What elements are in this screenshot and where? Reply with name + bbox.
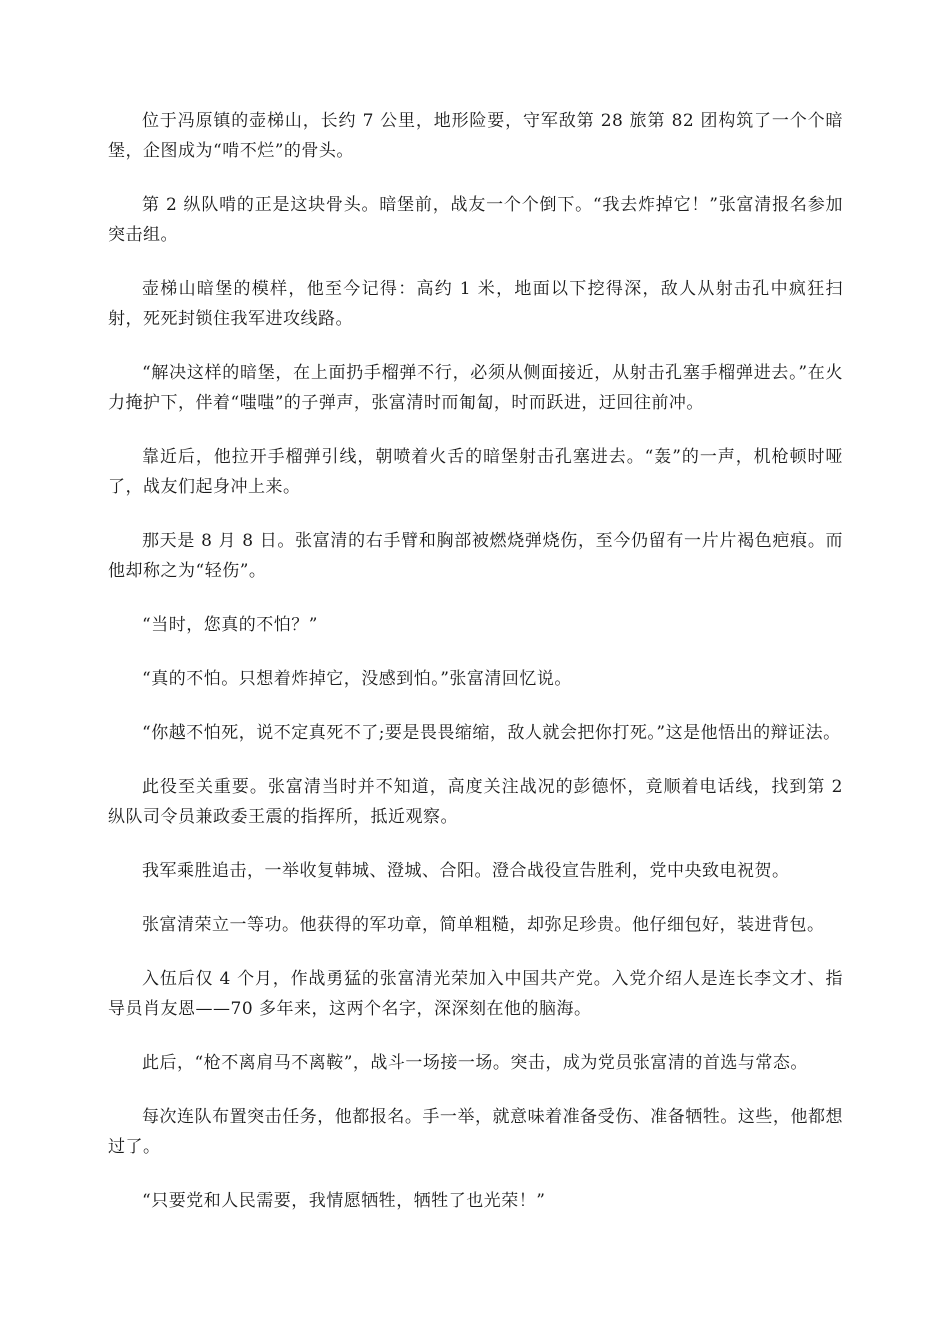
paragraph: 每次连队布置突击任务，他都报名。手一举，就意味着准备受伤、准备牺牲。这些，他都想过了。 — [108, 1107, 843, 1157]
paragraph: “你越不怕死，说不定真死不了;要是畏畏缩缩，敌人就会把你打死。”这是他悟出的辩证法。 — [142, 723, 841, 743]
paragraph: 我军乘胜追击，一举收复韩城、澄城、合阳。澄合战役宣告胜利，党中央致电祝贺。 — [142, 861, 790, 881]
paragraph: “解决这样的暗堡，在上面扔手榴弹不行，必须从侧面接近，从射击孔塞手榴弹进去。”在火力掩护下，伴着“嗤嗤”的子弹声，张富清时而匍匐，时而跃进，迂回往前冲。 — [108, 363, 843, 413]
paragraph: 此后，“枪不离肩马不离鞍”，战斗一场接一场。突击，成为党员张富清的首选与常态。 — [142, 1053, 808, 1073]
paragraph: 壶梯山暗堡的模样，他至今记得：高约 1 米，地面以下挖得深，敌人从射击孔中疯狂扫射，死死封锁住我军进攻线路。 — [108, 279, 843, 329]
paragraph: 张富清荣立一等功。他获得的军功章，简单粗糙，却弥足珍贵。他仔细包好，装进背包。 — [142, 915, 825, 935]
paragraph: “只要党和人民需要，我情愿牺牲，牺牲了也光荣！” — [142, 1191, 546, 1211]
paragraph: 靠近后，他拉开手榴弹引线，朝喷着火舌的暗堡射击孔塞进去。“轰”的一声，机枪顿时哑了，战友们起身冲上来。 — [108, 447, 843, 497]
paragraph: “真的不怕。只想着炸掉它，没感到怕。”张富清回忆说。 — [142, 669, 572, 689]
paragraph: “当时，您真的不怕？” — [142, 615, 318, 635]
paragraph: 位于冯原镇的壶梯山，长约 7 公里，地形险要，守军敌第 28 旅第 82 团构筑了一个个暗堡，企图成为“啃不烂”的骨头。 — [108, 111, 843, 161]
paragraph: 那天是 8 月 8 日。张富清的右手臂和胸部被燃烧弹烧伤，至今仍留有一片片褐色疤痕。而他却称之为“轻伤”。 — [108, 531, 843, 581]
article-body — [108, 106, 843, 1240]
paragraph: 此役至关重要。张富清当时并不知道，高度关注战况的彭德怀，竟顺着电话线，找到第 2 纵队司令员兼政委王震的指挥所，抵近观察。 — [108, 777, 843, 827]
paragraph: 第 2 纵队啃的正是这块骨头。暗堡前，战友一个个倒下。“我去炸掉它！”张富清报名参加突击组。 — [108, 195, 843, 245]
paragraph: 入伍后仅 4 个月，作战勇猛的张富清光荣加入中国共产党。入党介绍人是连长李文才、指导员肖友恩——70 多年来，这两个名字，深深刻在他的脑海。 — [108, 969, 843, 1019]
